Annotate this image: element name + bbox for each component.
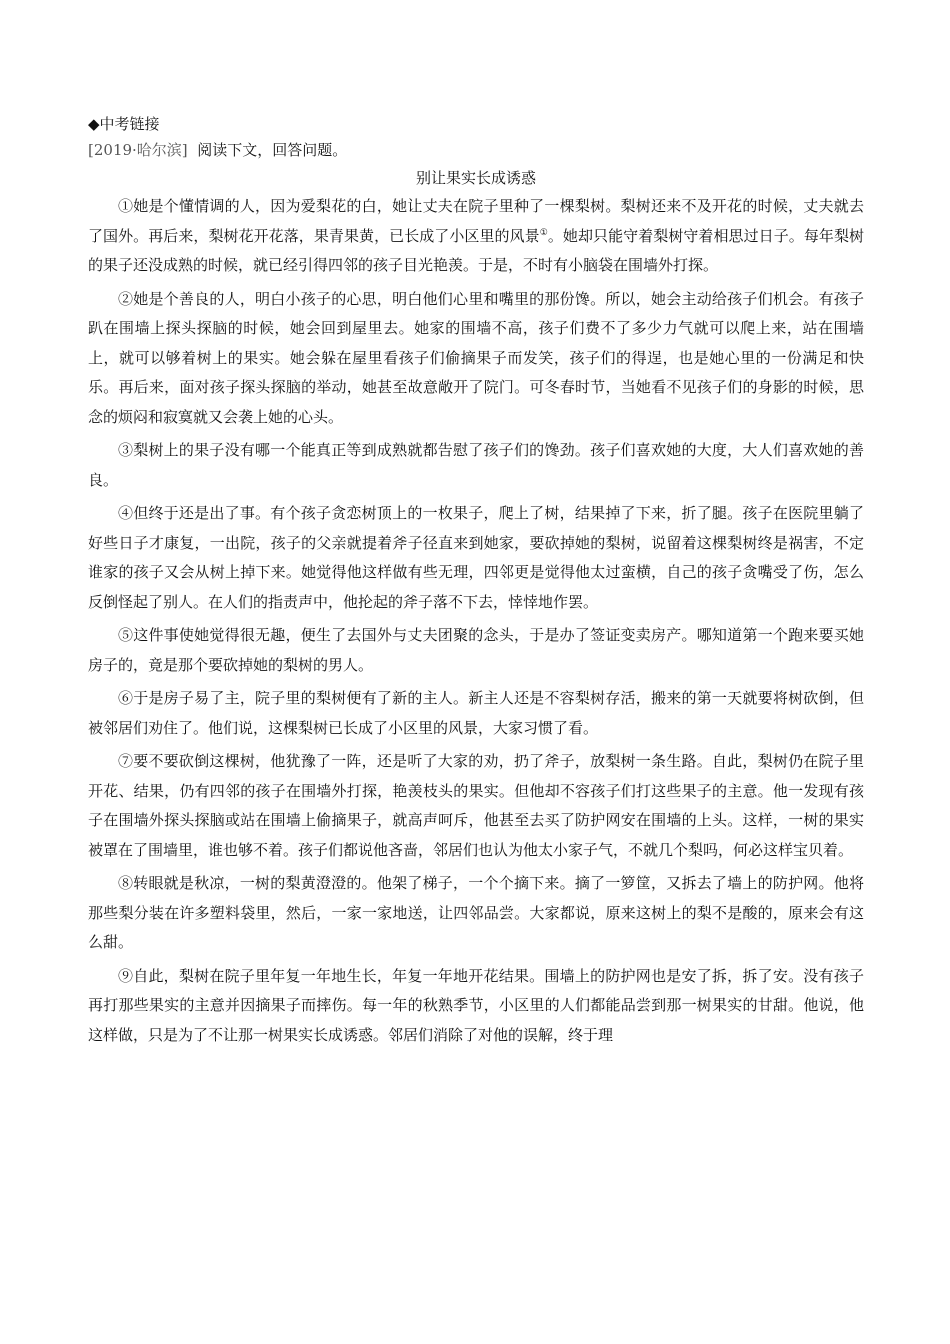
- document-page: [88, 112, 864, 1054]
- paragraph-5: ⑤这件事使她觉得很无趣，便生了去国外与丈夫团聚的念头，于是办了签证变卖房产。哪知道第一个跑来要买她房子的，竟是那个要砍掉她的梨树的男人。: [88, 626, 864, 674]
- paragraph-6: ⑥于是房子易了主，院子里的梨树便有了新的主人。新主人还是不容梨树存活，搬来的第一天就要将树砍倒，但被邻居们劝住了。他们说，这棵梨树已长成了小区里的风景，大家习惯了看。: [88, 689, 864, 737]
- article-title: 别让果实长成诱惑: [415, 169, 536, 187]
- paragraph-1: [88, 192, 864, 281]
- paragraph-8: ⑧转眼就是秋凉，一树的梨黄澄澄的。他架了梯子，一个个摘下来。摘了一箩筐，又拆去了墙上的防护网。他将那些梨分装在许多塑料袋里，然后，一家一家地送，让四邻品尝。大家都说，原来这树上的梨不是酸的，原来会有这么甜。: [88, 874, 864, 951]
- source-tag: [2019·哈尔滨]: [88, 141, 188, 159]
- footnote-mark: ①: [539, 227, 548, 238]
- paragraph-3: ③梨树上的果子没有哪一个能真正等到成熟就都告慰了孩子们的馋劲。孩子们喜欢她的大度，大人们喜欢她的善良。: [88, 441, 864, 489]
- section-heading: [88, 112, 864, 138]
- paragraph-1-text-b: 。她却只能守着梨树守着相思过日子。每年梨树的果子还没成熟的时候，就已经引得四邻的孩子目光艳羡。于是，不时有小脑袋在围墙外打探。: [88, 226, 864, 274]
- source-line: [88, 138, 864, 166]
- section-heading-text: 中考链接: [99, 115, 160, 133]
- paragraph-1-text-a: ①她是个懂情调的人，因为爱梨花的白，她让丈夫在院子里种了一棵梨树。梨树还来不及开花的时候，丈夫就去了国外。再后来，梨树花开花落，果青果黄，已长成了小区里的风景: [88, 197, 864, 245]
- reading-instruction: 阅读下文，回答问题。: [197, 141, 348, 159]
- paragraph-7: ⑦要不要砍倒这棵树，他犹豫了一阵，还是听了大家的劝，扔了斧子，放梨树一条生路。自此，梨树仍在院子里开花、结果，仍有四邻的孩子在围墙外打探，艳羡枝头的果实。但他却不容孩子们打这些果子的主意。他一发现有孩子在围墙外探头探脑或站在围墙上偷摘果子，就高声呵斥，他甚至去买了防护网安在围墙的上头。这样，一树的果实被罩在了围墙里，谁也够不着。孩子们都说他吝啬，邻居们也认为他太小家子气，不就几个梨吗，何必这样宝贝着。: [88, 752, 864, 859]
- paragraph-2: ②她是个善良的人，明白小孩子的心思，明白他们心里和嘴里的那份馋。所以，她会主动给孩子们机会。有孩子趴在围墙上探头探脑的时候，她会回到屋里去。她家的围墙不高，孩子们费不了多少力气就可以爬上来，站在围墙上，就可以够着树上的果实。她会躲在屋里看孩子们偷摘果子而发笑，孩子们的得逞，也是她心里的一份满足和快乐。再后来，面对孩子探头探脑的举动，她甚至故意敞开了院门。可冬春时节，当她看不见孩子们的身影的时候，思念的烦闷和寂寞就又会袭上她的心头。: [88, 289, 864, 426]
- paragraph-4: ④但终于还是出了事。有个孩子贪恋树顶上的一枚果子，爬上了树，结果掉了下来，折了腿。孩子在医院里躺了好些日子才康复，一出院，孩子的父亲就提着斧子径直来到她家，要砍掉她的梨树，说留着这棵梨树终是祸害，不定谁家的孩子又会从树上掉下来。她觉得他这样做有些无理，四邻更是觉得他太过蛮横，自己的孩子贪嘴受了伤，怎么反倒怪起了别人。在人们的指责声中，他抡起的斧子落不下去，悻悻地作罢。: [88, 504, 864, 611]
- paragraph-9: ⑨自此，梨树在院子里年复一年地生长，年复一年地开花结果。围墙上的防护网也是安了拆，拆了安。没有孩子再打那些果实的主意并因摘果子而摔伤。每一年的秋熟季节，小区里的人们都能品尝到那一树果实的甘甜。他说，他这样做，只是为了不让那一树果实长成诱惑。邻居们消除了对他的误解，终于理: [88, 966, 864, 1044]
- diamond-bullet-icon: ◆: [88, 115, 100, 133]
